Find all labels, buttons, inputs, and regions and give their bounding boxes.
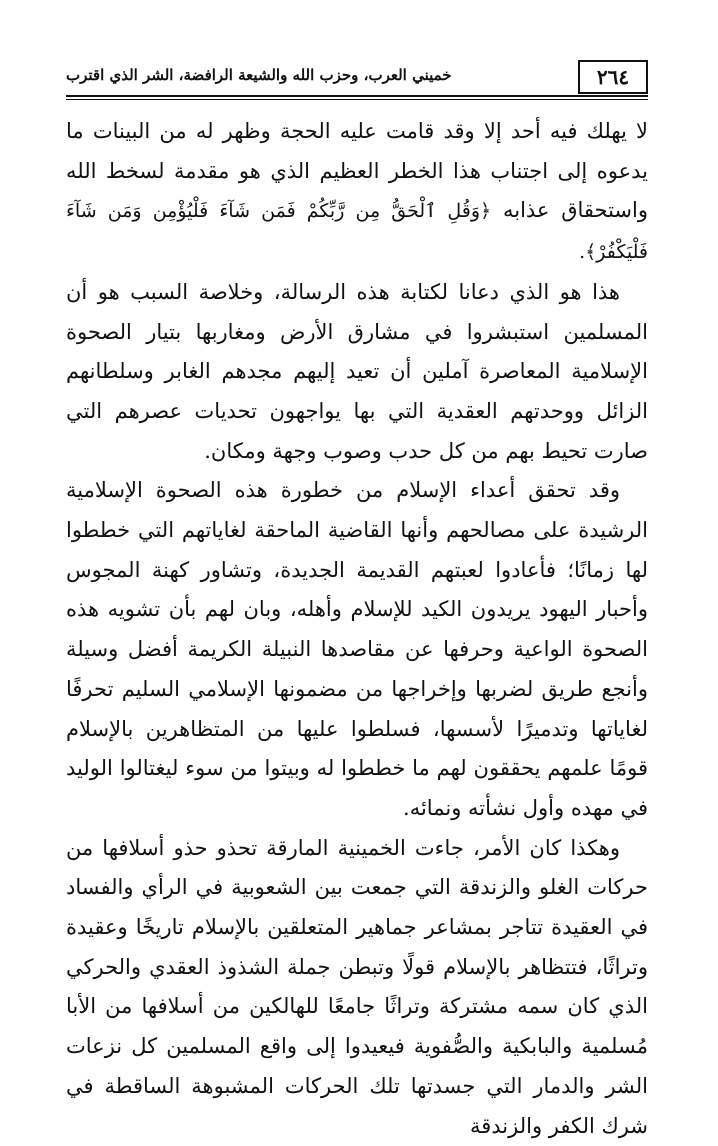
header-rule: [66, 95, 648, 97]
paragraph-2: هذا هو الذي دعانا لكتابة هذه الرسالة، وخلاصة السبب هو أن المسلمين استبشروا في مشارق الأرض ومغاربها بتيار الصحوة الإسلامية المعاصرة آملين أن تعيد إليهم مجدهم الغابر وسلطانهم الزائل ووحدتهم العقدية التي بها يواجهون تحديات عصرهم التي صارت تحيط بهم من كل حدب وصوب وجهة ومكان.: [66, 279, 648, 463]
running-title: خميني العرب، وحزب الله والشيعة الرافضة، الشر الذي اقترب: [66, 66, 452, 84]
body-text: [66, 112, 648, 1146]
paragraph-4: وهكذا كان الأمر، جاءت الخمينية المارقة تحذو حذو أسلافها من حركات الغلو والزندقة التي جمعت بين الشعوبية في الرأي والفساد في العقيدة تتاجر بمشاعر جماهير المتعلقين بالإسلام تاريخًا وعقيدة وتراثًا، فتتظاهر بالإسلام قولًا وتبطن جملة الشذوذ العقدي والحركي الذي كان سمه مشتركة وتراثًا جامعًا للهالكين من أسلافها من الأبا مُسلمية والبابكية والصُّفوية فيعيدوا إلى واقع المسلمين كل نزعات الشر والدمار التي جسدتها تلك الحركات المشبوهة الساقطة في شرك الكفر والزندقة: [66, 835, 648, 1138]
page-number: ٢٦٤: [578, 60, 648, 94]
paragraph-1-text: لا يهلك فيه أحد إلا وقد قامت عليه الحجة وظهر له من البينات ما يدعوه إلى اجتناب هذا الخطر العظيم الذي هو مقدمة لسخط الله واستحقاق عذابه: [66, 119, 648, 223]
paragraph-3: وقد تحقق أعداء الإسلام من خطورة هذه الصحوة الإسلامية الرشيدة على مصالحهم وأنها القاضية الماحقة لغاياتهم التي خططوا لها زمانًا؛ فأعادوا لعبتهم القديمة الجديدة، وتشاور كهنة المجوس وأحبار اليهود يريدون الكيد للإسلام وأهله، وبان لهم بأن تشويه هذه الصحوة الواعية وحرفها عن مقاصدها النبيلة الكريمة أفضل وسيلة وأنجع طريق لضربها وإخراجها من مضمونها الإسلامي السليم تحرفًا لغاياتها وتدميرًا لأسسها، فسلطوا عليها من المتظاهرين بالإسلام قومًا علمهم يحققون لهم ما خططوا له وبيتوا من سوء ليغتالوا الوليد في مهده وأول نشأته ونمائه.: [66, 478, 648, 820]
paragraph-1: [66, 112, 648, 273]
page-header: [66, 60, 648, 100]
header-rule-thin: [66, 99, 648, 100]
quran-verse: ﴿وَقُلِ ٱلْحَقُّ مِن رَّبِّكُمْ فَمَن شَآءَ فَلْيُؤْمِن وَمَن شَآءَ فَلْيَكْفُرْ﴾.: [66, 200, 648, 264]
